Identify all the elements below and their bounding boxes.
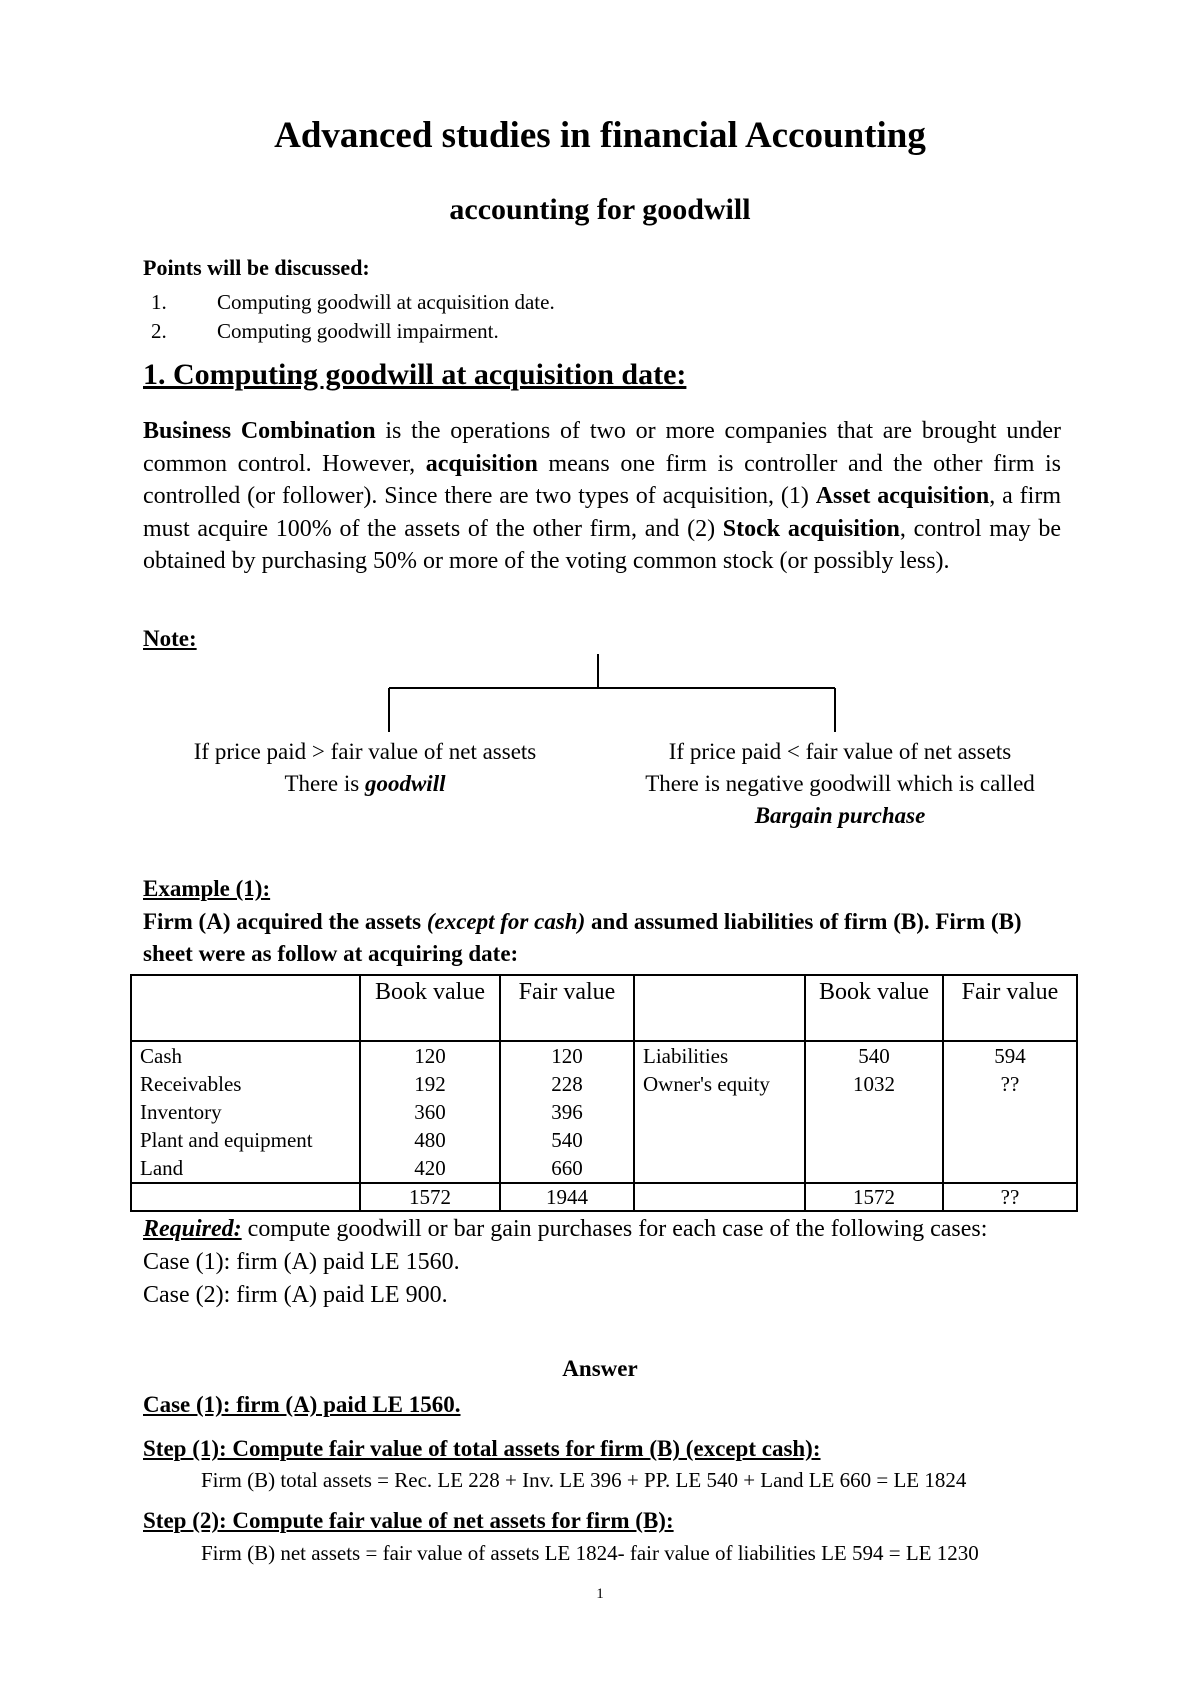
answer-heading: Answer	[562, 1356, 638, 1381]
step2-heading: Step (2): Compute fair value of net assets for firm (B):	[143, 1508, 674, 1533]
points-heading: Points will be discussed:	[143, 255, 370, 280]
table-header-cell: Book value	[805, 975, 943, 1041]
term-business-combination: Business Combination	[143, 418, 376, 444]
claim-book-value: 540	[805, 1041, 943, 1070]
asset-fair-value: 660	[500, 1154, 634, 1183]
example-label: Example (1):	[143, 876, 271, 901]
term-asset-acquisition: Asset acquisition	[815, 483, 990, 509]
branch-result	[120, 768, 610, 800]
total-label-cell	[131, 1183, 360, 1211]
asset-name: Plant and equipment	[131, 1126, 360, 1154]
asset-name: Inventory	[131, 1098, 360, 1126]
asset-book-value: 480	[360, 1126, 500, 1154]
branch-condition: If price paid < fair value of net assets	[668, 739, 1012, 764]
asset-name: Land	[131, 1154, 360, 1183]
claim-name	[634, 1154, 805, 1183]
claim-name: Liabilities	[634, 1041, 805, 1070]
case-2: Case (2): firm (A) paid LE 900.	[143, 1282, 448, 1308]
total-label-cell	[634, 1183, 805, 1211]
total-claim-fair: ??	[943, 1183, 1077, 1211]
balance-sheet-table	[130, 974, 1078, 1212]
list-text: Computing goodwill impairment.	[217, 319, 499, 343]
table-row	[131, 1154, 1077, 1183]
section-title: Computing goodwill at acquisition date:	[173, 358, 687, 391]
table-header-cell: Fair value	[943, 975, 1077, 1041]
paragraph-text: , a firm must acquire 100% of the assets of the other firm, and (2)	[143, 483, 1061, 542]
term-stock-acquisition: Stock acquisition	[722, 515, 900, 542]
list-number: 2.	[151, 319, 167, 343]
asset-fair-value: 396	[500, 1098, 634, 1126]
table-header-row	[131, 975, 1077, 1041]
list-number: 1.	[151, 290, 167, 314]
example-text-part: Firm (A) acquired the assets	[143, 909, 427, 934]
page-subtitle: accounting for goodwill	[449, 193, 751, 226]
asset-fair-value: 540	[500, 1126, 634, 1154]
paragraph-text: is the operations of two or more companies that are brought under common control. However,	[143, 418, 1061, 477]
page-number: 1	[596, 1586, 604, 1602]
asset-name: Cash	[131, 1041, 360, 1070]
asset-fair-value: 228	[500, 1070, 634, 1098]
branch-condition: If price paid > fair value of net assets	[193, 739, 537, 764]
claim-fair-value	[943, 1098, 1077, 1126]
step1-heading: Step (1): Compute fair value of total assets for firm (B) (except cash):	[143, 1436, 821, 1461]
list-text: Computing goodwill at acquisition date.	[217, 290, 555, 314]
case-1: Case (1): firm (A) paid LE 1560.	[143, 1249, 460, 1275]
case1-heading: Case (1): firm (A) paid LE 1560.	[143, 1392, 461, 1417]
required-text	[143, 1213, 1068, 1246]
term-acquisition: acquisition	[425, 450, 538, 477]
asset-book-value: 192	[360, 1070, 500, 1098]
note-label: Note:	[143, 626, 197, 651]
table-header-cell	[131, 975, 360, 1041]
claim-book-value	[805, 1126, 943, 1154]
table-total-row	[131, 1183, 1077, 1211]
asset-book-value: 420	[360, 1154, 500, 1183]
step2-calculation: Firm (B) net assets = fair value of assets LE 1824- fair value of liabilities LE 594 = LE 1230	[201, 1541, 979, 1565]
bargain-purchase-term: Bargain purchase	[754, 803, 926, 828]
example-text	[143, 906, 1068, 970]
branch-bargain	[615, 736, 1065, 832]
table-header-cell: Fair value	[500, 975, 634, 1041]
required-section	[143, 1213, 1068, 1312]
asset-book-value: 360	[360, 1098, 500, 1126]
claim-name: Owner's equity	[634, 1070, 805, 1098]
table-row	[131, 1070, 1077, 1098]
goodwill-term: goodwill	[364, 771, 446, 796]
total-claim-book: 1572	[805, 1183, 943, 1211]
example-text-part: and assumed liabilities of firm (B). Firm (B) sheet were as follow at acquiring date:	[143, 909, 1022, 966]
claim-fair-value: 594	[943, 1041, 1077, 1070]
paragraph-text: means one firm is controller and the other firm is controlled (or follower). Since there are two types of acquisition, (1)	[143, 450, 1062, 509]
page-title: Advanced studies in financial Accounting	[274, 115, 926, 156]
table-row	[131, 1098, 1077, 1126]
asset-book-value: 120	[360, 1041, 500, 1070]
example-exception: (except for cash)	[426, 909, 586, 934]
branch-result-text: There is	[284, 771, 365, 796]
claim-fair-value	[943, 1154, 1077, 1183]
total-asset-fair: 1944	[500, 1183, 634, 1211]
claim-name	[634, 1126, 805, 1154]
branch-connector	[0, 0, 1200, 760]
step1-calculation: Firm (B) total assets = Rec. LE 228 + Inv. LE 396 + PP. LE 540 + Land LE 660 = LE 1824	[201, 1468, 967, 1492]
total-asset-book: 1572	[360, 1183, 500, 1211]
claim-name	[634, 1098, 805, 1126]
claim-book-value: 1032	[805, 1070, 943, 1098]
branch-goodwill	[120, 736, 610, 800]
paragraph-text: , control may be obtained by purchasing 50% or more of the voting common stock (or possibly less).	[143, 515, 1061, 574]
branch-result: There is negative goodwill which is called	[645, 771, 1035, 796]
claim-fair-value: ??	[943, 1070, 1077, 1098]
asset-name: Receivables	[131, 1070, 360, 1098]
claim-book-value	[805, 1154, 943, 1183]
table-row	[131, 1041, 1077, 1070]
asset-fair-value: 120	[500, 1041, 634, 1070]
claim-book-value	[805, 1098, 943, 1126]
required-body: compute goodwill or bar gain purchases for each case of the following cases:	[241, 1216, 988, 1242]
table-header-cell: Book value	[360, 975, 500, 1041]
section-number: 1.	[143, 358, 166, 391]
table-row	[131, 1126, 1077, 1154]
claim-fair-value	[943, 1126, 1077, 1154]
required-label: Required:	[143, 1216, 242, 1242]
table-header-cell	[634, 975, 805, 1041]
